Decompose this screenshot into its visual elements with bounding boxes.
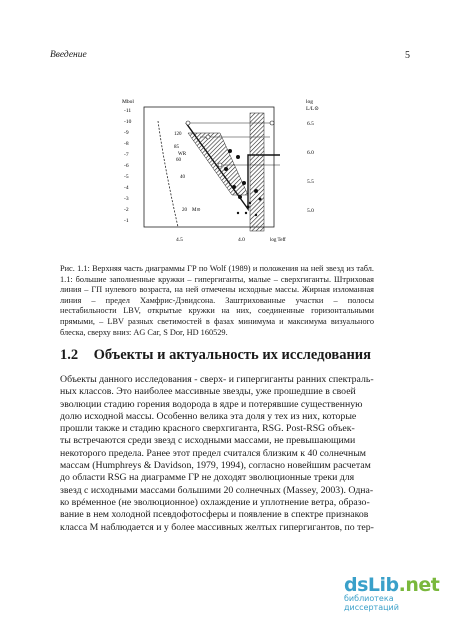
body-line: долю исходной массы. Особенно велика эта доля у тех из них, которые [60, 410, 357, 422]
body-line: ко врéменное (не эволюционное) охлаждение и уплотнение ветра, образо- [60, 496, 370, 508]
mass-label: 20 [182, 208, 187, 213]
y-left-tick-labels [124, 108, 132, 224]
page-number: 5 [405, 50, 410, 61]
y-right-title-unit: L/L⊙ [306, 106, 319, 112]
y-right-title: log [306, 99, 314, 105]
section-title: Объекты и актуальность их исследования [93, 347, 372, 363]
y-left-tick: -1 [124, 218, 129, 224]
watermark-logo: dsLib.net [344, 574, 440, 596]
section-number: 1.2 [60, 347, 79, 363]
y-right-tick-labels [307, 121, 314, 214]
lbv-strip-vertical [250, 113, 264, 231]
y-right-tick: 5.0 [307, 208, 314, 214]
y-left-title: Mbol [122, 99, 134, 105]
watermark-tagline: библиотека диссертаций [344, 594, 399, 612]
x-tick: 4.5 [176, 237, 183, 243]
msun-label: M⊙ [192, 208, 201, 213]
section-heading [60, 347, 380, 364]
page-header [50, 50, 410, 64]
wr-label: WR [178, 152, 187, 157]
figure-caption: Рис. 1.1: Верхняя часть диаграммы ГР по Wolf (1989) и положения на ней звезд из табл. 1.1: большие заполненные кружки – гипергиганты, малые – сверхгиганты. Штриховая линия – ГП нулевого возраста, на ней отмечены исходные массы. Жирная изломанная линия – предел Хамфрис-Дэвидсона. Заштрихованные участки – полосы нестабильности LBV, открытые кружки на них, соединенные горизонтальными прямыми, – LBV разных светимостей в фазах минимума и максимума визуального блеска, сверху вниз: AG Car, S Dor, HD 160529. [60, 264, 374, 337]
x-tick: 4.0 [238, 237, 245, 243]
body-text [60, 374, 374, 534]
y-left-tick: -4 [124, 185, 129, 191]
y-left-tick: -5 [124, 174, 129, 180]
y-left-tick: -7 [124, 152, 129, 158]
mass-label: 40 [180, 175, 185, 180]
body-line: прошли также и стадию красного сверхгиганта, RSG. Post-RSG объек- [60, 423, 355, 435]
body-line: звезд с исходными массами большими 20 солнечных (Massey, 2003). Одна- [60, 484, 374, 496]
y-left-tick: -3 [124, 196, 129, 202]
y-right-tick: 6.5 [307, 121, 314, 127]
body-line: ты встречаются среди звезд с исходными массами, не превышающими [60, 435, 356, 447]
watermark [344, 574, 444, 614]
body-line: Объекты данного исследования - сверх- и гипергиганты ранних спектраль- [60, 374, 374, 385]
y-left-tick: -2 [124, 207, 129, 213]
hr-diagram-svg [120, 95, 330, 253]
body-line: до области RSG на диаграмме ГР не доходят эволюционные треки для [60, 472, 355, 484]
mass-label: 120 [174, 132, 182, 137]
y-right-tick: 6.0 [307, 150, 314, 156]
y-right-tick: 5.5 [307, 179, 314, 185]
y-left-tick: -8 [124, 141, 129, 147]
x-tick-labels [176, 237, 245, 243]
body-line: некоторого предела. Ранее этот предел считался близким к 40 солнечным [60, 447, 366, 459]
y-left-tick: -9 [124, 130, 129, 136]
body-line: эволюции стадию горения водорода в ядре и потерявшие существенную [60, 398, 363, 410]
body-line: ных классов. Это наиболее массивные звезды, уже прошедшие в своей [60, 386, 356, 398]
y-left-tick: -11 [124, 108, 132, 114]
y-left-tick: -10 [124, 119, 132, 125]
body-line: класса М наблюдается и у более массивных желтых гипергигантов, по тер- [60, 521, 374, 533]
hr-diagram-figure [120, 95, 330, 253]
mass-label: 85 [174, 145, 179, 150]
body-line: вание в нем холодной псевдофотосферы и появление в спектре признаков [60, 509, 369, 521]
body-line: массам (Humphreys & Davidson, 1979, 1994), согласно новейшим расчетам [60, 460, 371, 472]
mass-label: 60 [176, 158, 181, 163]
y-left-tick: -6 [124, 163, 129, 169]
chapter-title: Введение [50, 50, 87, 60]
x-axis-title: log Teff [270, 238, 286, 243]
